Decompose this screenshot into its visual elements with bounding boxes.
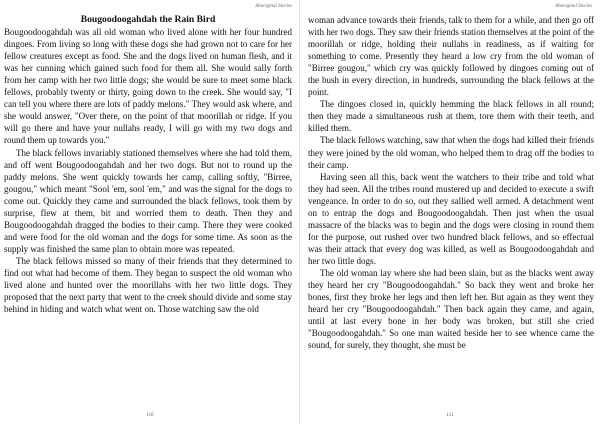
paragraph: The black fellows missed so many of their friends that they determined to find out what had become of them. They began to suspect the old woman who lived alone and hunted over the moorillahs with her two little dogs. They proposed that the next party that went to the creek should divide and some stay behind in hiding and watch what went on. Those watching saw the old	[4, 255, 292, 315]
running-head: Aboriginal Stories	[255, 4, 292, 9]
paragraph: Bougoodoogahdah was all old woman who lived alone with her four hundred dingoes. From living so long with these dogs she had grown not to care for her fellow creatures except as food. She and the dogs lived on human flesh, and it was her cunning which gained such food for them all. She would sally forth from her camp with her two little dogs; she would be sure to meet some black fellows, probably twenty or thirty, going down to the creek. She would say, "I can tell you where there are lots of paddy melons." They would ask where, and she would answer, "Over there, on the point of that moorillah or ridge. If you will go there and have your nullahs ready, I will go with my two dogs and round them up towards you."	[4, 27, 292, 146]
paragraph: The old woman lay where she had been slain, but as the blacks went away they heard her cry "Bougoodoogahdah." So back they went and broke her bones, first they broke her legs and then left her. But again as they went they heard her cry "Bougoodoogahdah." Then back again they came, and again, until at last every bone in her body was broken, but still she cried "Bougoodoogahdah." So one man waited beside her to see whence came the sound, for surely, they thought, she must be	[308, 267, 594, 351]
running-head: Aboriginal Stories	[555, 4, 592, 9]
paragraph: woman advance towards their friends, talk to them for a while, and then go off with her two dogs. They saw their friends station themselves at the point of the moorillah or ridge, holding their nullahs in readiness, as if waiting for something to come. Presently they heard a low cry from the old woman of "Birree gougou," which cry was quickly followed by dingoes coming out of the bush in every direction, in hundreds, surrounding the black fellows at the point.	[308, 15, 594, 98]
right-page	[300, 0, 600, 424]
page-number: 111	[446, 413, 454, 418]
paragraph: The black fellows invariably stationed themselves where she had told them, and off went Bougoodoogahdah and her two dogs. But not to round up the paddy melons. She went quickly towards her camp, calling softly, "Birree, gougou," which meant "Sool 'em, sool 'em," and was the signal for the dogs to come out. Quickly they came and surrounded the black fellows, took them by surprise, flew at them, bit and worried them to death. Then they and Bougoodoogahdah dragged the bodies to their camp. There they were cooked and were food for the old woman and the dogs for some time. As soon as the supply was finished the same plan to obtain more was repeated.	[4, 147, 292, 254]
paragraph: The dingoes closed in, quickly hemming the black fellows in all round; then they made a simultaneous rush at them, tore them with their teeth, and killed them.	[308, 99, 594, 134]
chapter-title: Bougoodoogahdah the Rain Bird	[80, 14, 216, 25]
page-number: 110	[146, 413, 154, 418]
page-text	[308, 14, 594, 351]
paragraph: Having seen all this, back went the watchers to their tribe and told what they had seen. All the tribes round mustered up and decided to execute a swift vengeance. In order to do so, out they sallied well armed. A detachment went on to entrap the dogs and Bougoodoogahdah. Then just when the usual massacre of the blacks was to begin and the dogs were closing in round them for the purpose, out rushed over two hundred black fellows, and so effectual was their attack that every dog was killed, as well as Bougoodoogahdah and her two little dogs.	[308, 171, 594, 266]
paragraph: The black fellows watching, saw that when the dogs had killed their friends they were joined by the old woman, who helped them to drag off the bodies to their camp.	[308, 135, 594, 170]
page-text	[4, 14, 292, 315]
